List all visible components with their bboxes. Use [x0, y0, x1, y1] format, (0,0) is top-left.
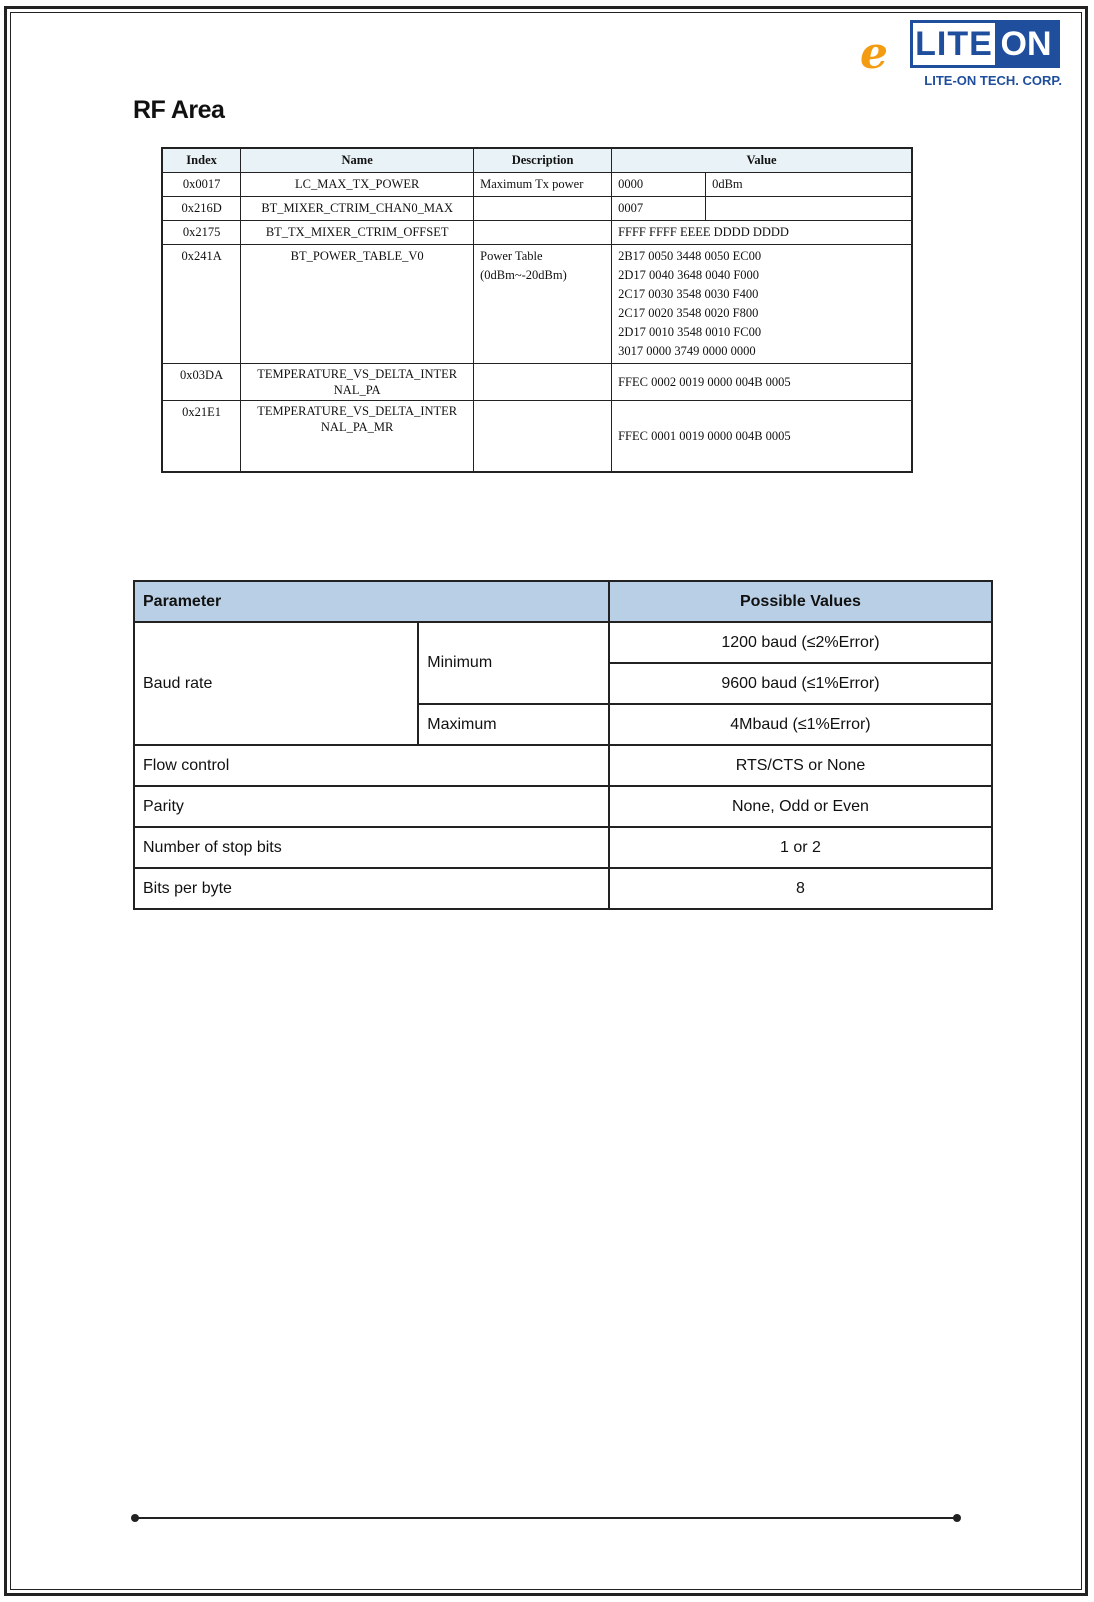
logo-subtitle: LITE-ON TECH. CORP.: [924, 73, 1062, 88]
rf-name: [241, 401, 474, 473]
rf-value-line: 2B17 0050 3448 0050 EC00: [618, 249, 762, 263]
table-row: [134, 745, 992, 786]
logo-on-text: ON: [995, 23, 1057, 65]
rf-name: BT_POWER_TABLE_V0: [241, 245, 474, 364]
rf-value: FFFF FFFF EEEE DDDD DDDD: [612, 221, 912, 245]
rf-name-line: NAL_PA: [333, 383, 381, 397]
rf-name-line: NAL_PA_MR: [320, 420, 394, 434]
uart-header-parameter: Parameter: [134, 581, 609, 622]
table-row: [134, 827, 992, 868]
uart-value: 8: [609, 868, 992, 909]
rf-index: 0x0017: [162, 173, 241, 197]
table-row: [162, 245, 912, 364]
table-row: [162, 401, 912, 473]
rf-description: [474, 221, 612, 245]
rf-header-description: Description: [474, 148, 612, 173]
table-row: [162, 221, 912, 245]
uart-value: 1 or 2: [609, 827, 992, 868]
rf-description: [474, 245, 612, 364]
rf-area-table: [161, 147, 913, 473]
logo-e-mark: e: [860, 28, 888, 79]
uart-parameter: Parity: [134, 786, 609, 827]
logo-lite-text: LITE: [913, 23, 995, 65]
table-row: [162, 364, 912, 401]
rf-name: LC_MAX_TX_POWER: [241, 173, 474, 197]
rf-index: 0x03DA: [162, 364, 241, 401]
rf-value-line: 2C17 0020 3548 0020 F800: [618, 306, 759, 320]
uart-parameter: Number of stop bits: [134, 827, 609, 868]
rf-index: 0x2175: [162, 221, 241, 245]
rf-description: [474, 197, 612, 221]
rf-value: FFEC 0001 0019 0000 004B 0005: [612, 401, 912, 473]
footer-dot-left: [131, 1514, 139, 1522]
rf-name-line: TEMPERATURE_VS_DELTA_INTER: [257, 367, 458, 381]
rf-description-line: Power Table: [480, 249, 543, 263]
rf-index: 0x21E1: [162, 401, 241, 473]
rf-name: BT_MIXER_CTRIM_CHAN0_MAX: [241, 197, 474, 221]
rf-name: BT_TX_MIXER_CTRIM_OFFSET: [241, 221, 474, 245]
baud-max-value: 4Mbaud (≤1%Error): [609, 704, 992, 745]
rf-description: Maximum Tx power: [474, 173, 612, 197]
rf-index: 0x241A: [162, 245, 241, 364]
logo-box: [910, 20, 1060, 68]
rf-table-header-row: [162, 148, 912, 173]
baud-min-value: 1200 baud (≤2%Error): [609, 622, 992, 663]
rf-name: [241, 364, 474, 401]
rf-header-name: Name: [241, 148, 474, 173]
uart-parameters-table: [133, 580, 993, 910]
uart-header-possible-values: Possible Values: [609, 581, 992, 622]
rf-value-line: 2C17 0030 3548 0030 F400: [618, 287, 759, 301]
rf-value: 0007: [612, 197, 706, 221]
rf-description-line: (0dBm~-20dBm): [480, 268, 567, 282]
rf-header-index: Index: [162, 148, 241, 173]
rf-name-line: TEMPERATURE_VS_DELTA_INTER: [257, 404, 458, 418]
rf-value-line: 3017 0000 3749 0000 0000: [618, 344, 756, 358]
rf-value: 0000: [612, 173, 706, 197]
footer-divider: [135, 1517, 957, 1519]
baud-maximum-label: Maximum: [418, 704, 609, 745]
rf-value-unit: 0dBm: [706, 173, 912, 197]
baud-minimum-label: Minimum: [418, 622, 609, 704]
footer-dot-right: [953, 1514, 961, 1522]
table-row: [162, 197, 912, 221]
rf-description: [474, 364, 612, 401]
table-row: [134, 622, 992, 663]
rf-value-unit: [706, 197, 912, 221]
uart-parameter: Flow control: [134, 745, 609, 786]
rf-index: 0x216D: [162, 197, 241, 221]
rf-value: FFEC 0002 0019 0000 004B 0005: [612, 364, 912, 401]
baud-min-value: 9600 baud (≤1%Error): [609, 663, 992, 704]
section-title: RF Area: [133, 96, 225, 124]
liteon-logo: [860, 20, 1060, 95]
table-row: [134, 786, 992, 827]
table-row: [134, 868, 992, 909]
rf-value-line: 2D17 0040 3648 0040 F000: [618, 268, 760, 282]
uart-value: RTS/CTS or None: [609, 745, 992, 786]
baud-rate-label: Baud rate: [134, 622, 418, 745]
uart-header-row: [134, 581, 992, 622]
table-row: [162, 173, 912, 197]
rf-description: [474, 401, 612, 473]
uart-parameter: Bits per byte: [134, 868, 609, 909]
uart-value: None, Odd or Even: [609, 786, 992, 827]
rf-value-list: [612, 245, 912, 364]
rf-header-value: Value: [612, 148, 912, 173]
rf-value-line: 2D17 0010 3548 0010 FC00: [618, 325, 762, 339]
